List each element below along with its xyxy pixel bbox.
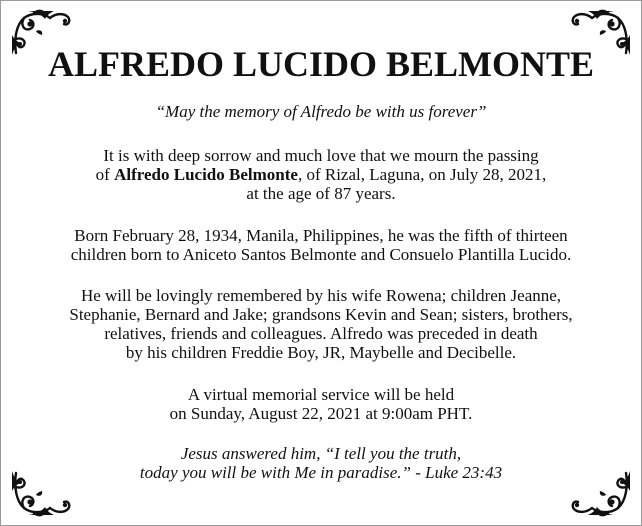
family-line-4: by his children Freddie Boy, JR, Maybelle and Decibelle.: [125, 343, 517, 362]
family-line-1: He will be lovingly remembered by his wife Rowena; children Jeanne,: [80, 286, 562, 305]
page-title: ALFREDO LUCIDO BELMONTE: [47, 44, 595, 84]
scripture-quote: [0, 444, 642, 482]
service-paragraph: [0, 385, 642, 423]
announcement-line-1: It is with deep sorrow and much love that we mourn the passing: [103, 146, 539, 165]
announcement-line-3: at the age of 87 years.: [246, 184, 396, 203]
birth-line-1: Born February 28, 1934, Manila, Philippines, he was the fifth of thirteen: [74, 226, 568, 245]
service-line-1: A virtual memorial service will be held: [187, 385, 455, 404]
service-line-2: on Sunday, August 22, 2021 at 9:00am PHT.: [169, 404, 473, 423]
announcement-line-2-prefix: of: [95, 165, 115, 184]
memorial-quote: “May the memory of Alfredo be with us forever”: [155, 102, 487, 121]
family-line-3: relatives, friends and colleagues. Alfredo was preceded in death: [104, 324, 538, 343]
deceased-name: Alfredo Lucido Belmonte: [114, 165, 298, 184]
birth-paragraph: [0, 226, 642, 264]
announcement-paragraph: [0, 146, 642, 203]
scripture-line-1: Jesus answered him, “I tell you the truth,: [180, 444, 462, 463]
birth-line-2: children born to Aniceto Santos Belmonte and Consuelo Plantilla Lucido.: [70, 245, 572, 264]
family-line-2: Stephanie, Bernard and Jake; grandsons Kevin and Sean; sisters, brothers,: [69, 305, 573, 324]
announcement-line-2: [0, 165, 642, 184]
scripture-line-2: today you will be with Me in paradise.” - Luke 23:43: [139, 463, 503, 482]
family-paragraph: [0, 286, 642, 362]
announcement-line-2-suffix: , of Rizal, Laguna, on July 28, 2021,: [297, 165, 547, 184]
